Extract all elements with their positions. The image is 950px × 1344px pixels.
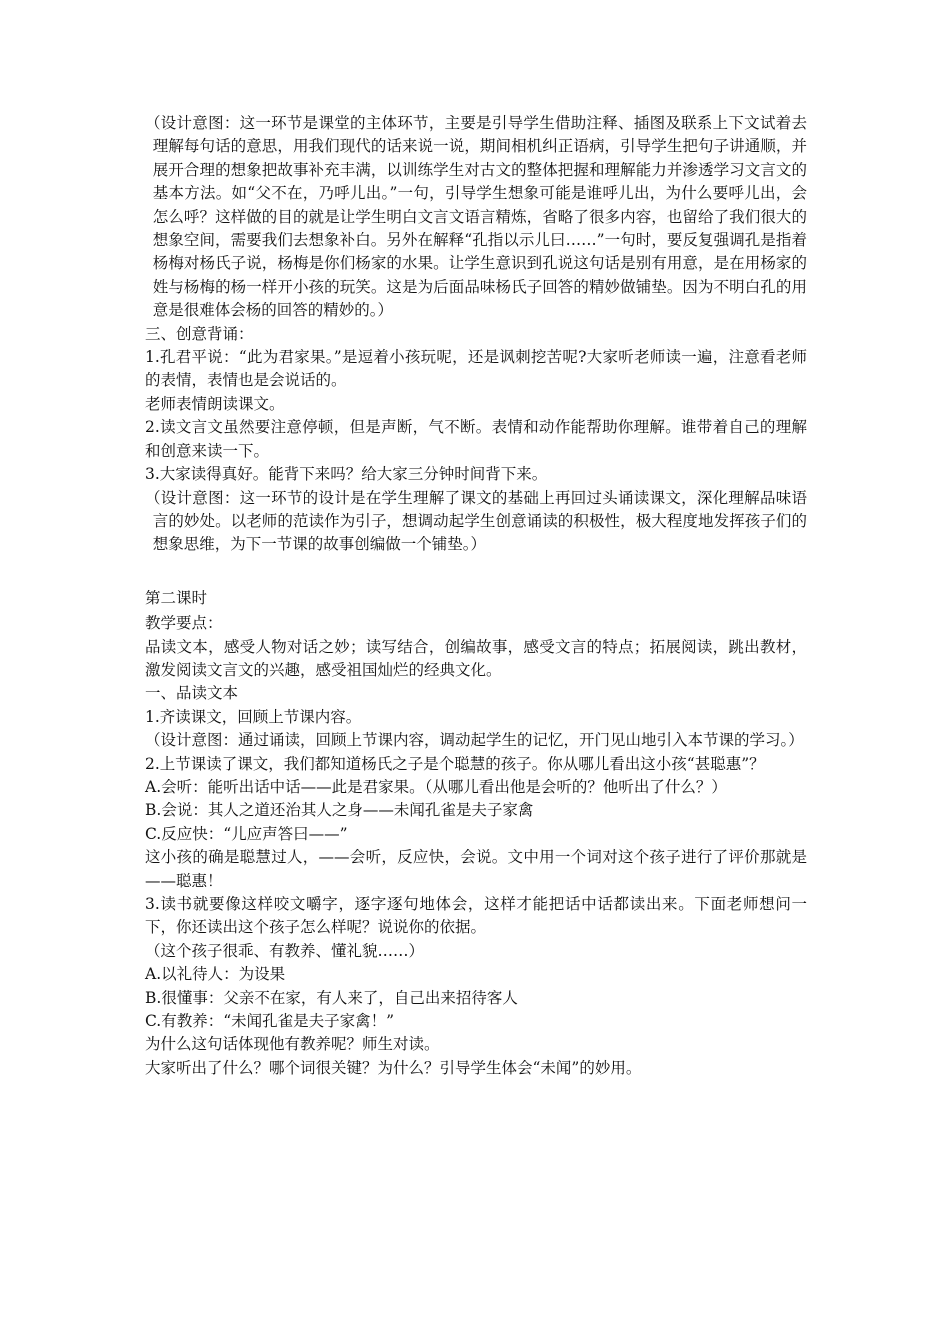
reading-step-2-summary: 这小孩的确是聪慧过人，——会听，反应快，会说。文中用一个词对这个孩子进行了评价那就是——聪惠！ [145,848,807,890]
reading-step-3-b: B.很懂事：父亲不在家，有人来了，自己出来招待客人 [145,988,518,1007]
reading-step-2-b: B.会说：其人之道还治其人之身——未闻孔雀是夫子家禽 [145,801,534,820]
reading-step-2-c: C.反应快：“儿应声答曰——” [145,824,348,843]
reading-step-2-a: A.会听：能听出话中话——此是君家果。（从哪儿看出他是会听的？他听出了什么？） [145,777,727,796]
key-points-label: 教学要点： [145,614,223,633]
reading-step-3-note: （这个孩子很乖、有教养、懂礼貌……） [145,941,425,960]
document-page [145,112,807,1080]
step-2: 2.读文言文虽然要注意停顿，但是声断，气不断。表情和动作能帮助你理解。谁带着自己的理解和创意来读一下。 [145,418,807,460]
reading-step-1-intent: （设计意图：通过诵读，回顾上节课内容，调动起学生的记忆，开门见山地引入本节课的学习。） [145,731,804,750]
design-intent-paragraph-2: （设计意图：这一环节的设计是在学生理解了课文的基础上再回过头诵读课文，深化理解品味语言的妙处。以老师的范读作为引子，想调动起学生创意诵读的积极性，极大程度地发挥孩子们的想象思维，为下一节课的故事创编做一个铺垫。） [145,488,807,554]
design-intent-paragraph-1: （设计意图：这一环节是课堂的主体环节，主要是引导学生借助注释、插图及联系上下文试着去理解每句话的意思，用我们现代的话来说一说，期间相机纠正语病，引导学生把句子讲通顺，并展开合理的想象把故事补充丰满，以训练学生对古文的整体把握和理解能力并渗透学习文言文的基本方法。如“父不在，乃呼儿出。”一句，引导学生想象可能是谁呼儿出，为什么要呼儿出，会怎么呼？这样做的目的就是让学生明白文言文语言精炼，省略了很多内容，也留给了我们很大的想象空间，需要我们去想象补白。另外在解释“孔指以示儿曰……”一句时，要反复强调孔是指着杨梅对杨氏子说，杨梅是你们杨家的水果。让学生意识到孔说这句话是别有用意，是在用杨家的姓与杨梅的杨一样开小孩的玩笑。这是为后面品味杨氏子回答的精妙做铺垫。因为不明白孔的用意是很难体会杨的回答的精妙的。） [145,114,807,320]
lesson-title: 第二课时 [145,588,208,607]
reading-step-3-question: 为什么这句话体现他有教养呢？师生对读。 [145,1035,440,1054]
step-3: 3.大家读得真好。能背下来吗？给大家三分钟时间背下来。 [145,465,548,484]
key-points-text: 品读文本，感受人物对话之妙；读写结合，创编故事，感受文言的特点；拓展阅读，跳出教材，激发阅读文言文的兴趣，感受祖国灿烂的经典文化。 [145,637,807,679]
reading-step-1: 1.齐读课文，回顾上节课内容。 [145,707,362,726]
reading-step-3-c: C.有教养：“未闻孔雀是夫子家禽！” [145,1012,395,1031]
reading-step-2: 2.上节课读了课文，我们都知道杨氏之子是个聪慧的孩子。你从哪儿看出这小孩“甚聪惠”？ [145,754,765,773]
reading-step-3: 3.读书就要像这样咬文嚼字，逐字逐句地体会，这样才能把话中话都读出来。下面老师想问一下，你还读出这个孩子怎么样呢？说说你的依据。 [145,895,807,937]
step-1: 1.孔君平说：“此为君家果。”是逗着小孩玩呢，还是讽刺挖苦呢?大家听老师读一遍，注意看老师的表情，表情也是会说话的。 [145,348,807,390]
step-1-note: 老师表情朗读课文。 [145,394,285,413]
reading-step-3-question-2: 大家听出了什么？哪个词很关键？为什么？引导学生体会“未闻”的妙用。 [145,1058,642,1077]
reading-step-3-a: A.以礼待人：为设果 [145,965,286,984]
section-heading-reading: 一、品读文本 [145,684,239,703]
section-heading-creative-recitation: 三、创意背诵： [145,324,254,343]
